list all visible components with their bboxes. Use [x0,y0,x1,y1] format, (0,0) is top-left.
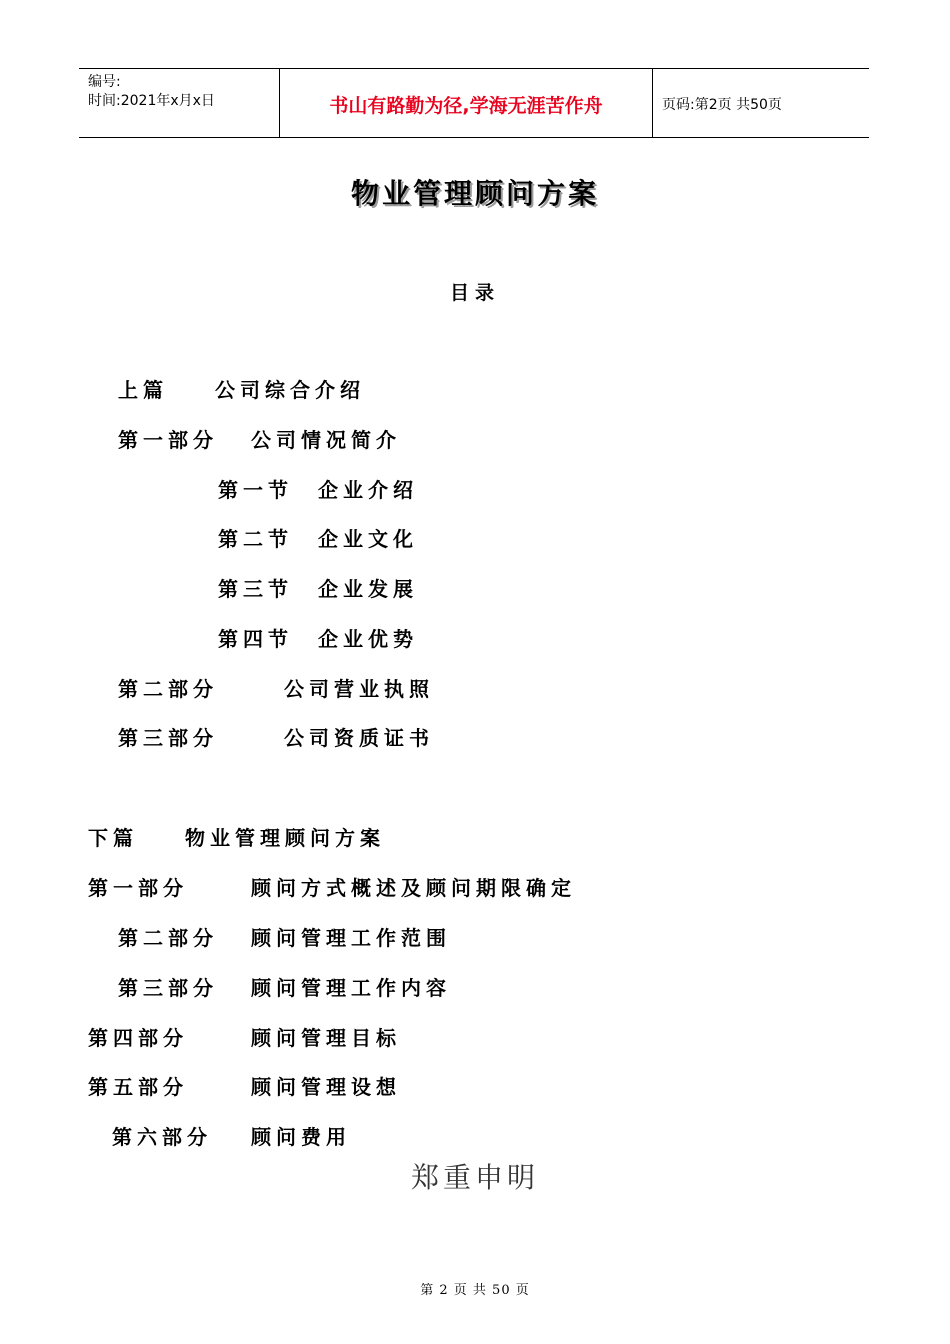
toc-item-text: 公司情况简介 [251,428,401,452]
toc-item-text: 顾问管理目标 [251,1026,401,1050]
number-label: 编号: [88,74,121,90]
toc-item-text: 公司综合介绍 [215,378,365,402]
toc-heading: 目录 [449,282,500,304]
toc-item-text: 企业发展 [318,577,418,601]
toc-item-label: 下篇 [88,826,138,850]
toc-item-label: 第二部分 [118,677,218,701]
toc-item-text: 企业介绍 [318,478,418,502]
header-meta [79,69,280,137]
header-page-info: 页码:第2页 共50页 [662,97,782,113]
toc-item-label: 第一部分 [118,428,218,452]
toc-item-label: 第二部分 [118,926,218,950]
page-header [79,68,869,138]
toc-item-label: 第五部分 [88,1075,188,1099]
header-motto: 书山有路勤为径,学海无涯苦作舟 [280,69,653,137]
toc-item-label: 第四节 [218,627,293,651]
toc-item-label: 第三部分 [118,976,218,1000]
toc-item-text: 顾问管理工作内容 [251,976,451,1000]
toc-item-text: 顾问费用 [251,1125,351,1149]
toc-item-label: 第三部分 [118,726,218,750]
notice-heading: 郑重申明 [410,1161,539,1194]
time-label: 时间:2021年x月x日 [88,93,215,109]
toc-item-text: 顾问管理工作范围 [251,926,451,950]
toc-item-text: 公司资质证书 [284,726,434,750]
toc-item-text: 顾问方式概述及顾问期限确定 [251,876,576,900]
page-footer: 第 2 页 共 50 页 [420,1283,530,1298]
toc-item-text: 物业管理顾问方案 [185,826,385,850]
toc-item-text: 公司营业执照 [284,677,434,701]
toc-item-label: 第六部分 [112,1125,212,1149]
toc-item-text: 顾问管理设想 [251,1075,401,1099]
toc-item-text: 企业优势 [318,627,418,651]
toc-item-text: 企业文化 [318,527,418,551]
toc-item-label: 第一部分 [88,876,188,900]
toc-item-label: 上篇 [118,378,168,402]
toc-item-label: 第四部分 [88,1026,188,1050]
toc-item-label: 第三节 [218,577,293,601]
document-title: 物业管理顾问方案 [350,177,599,210]
toc-item-label: 第二节 [218,527,293,551]
toc-item-label: 第一节 [218,478,293,502]
